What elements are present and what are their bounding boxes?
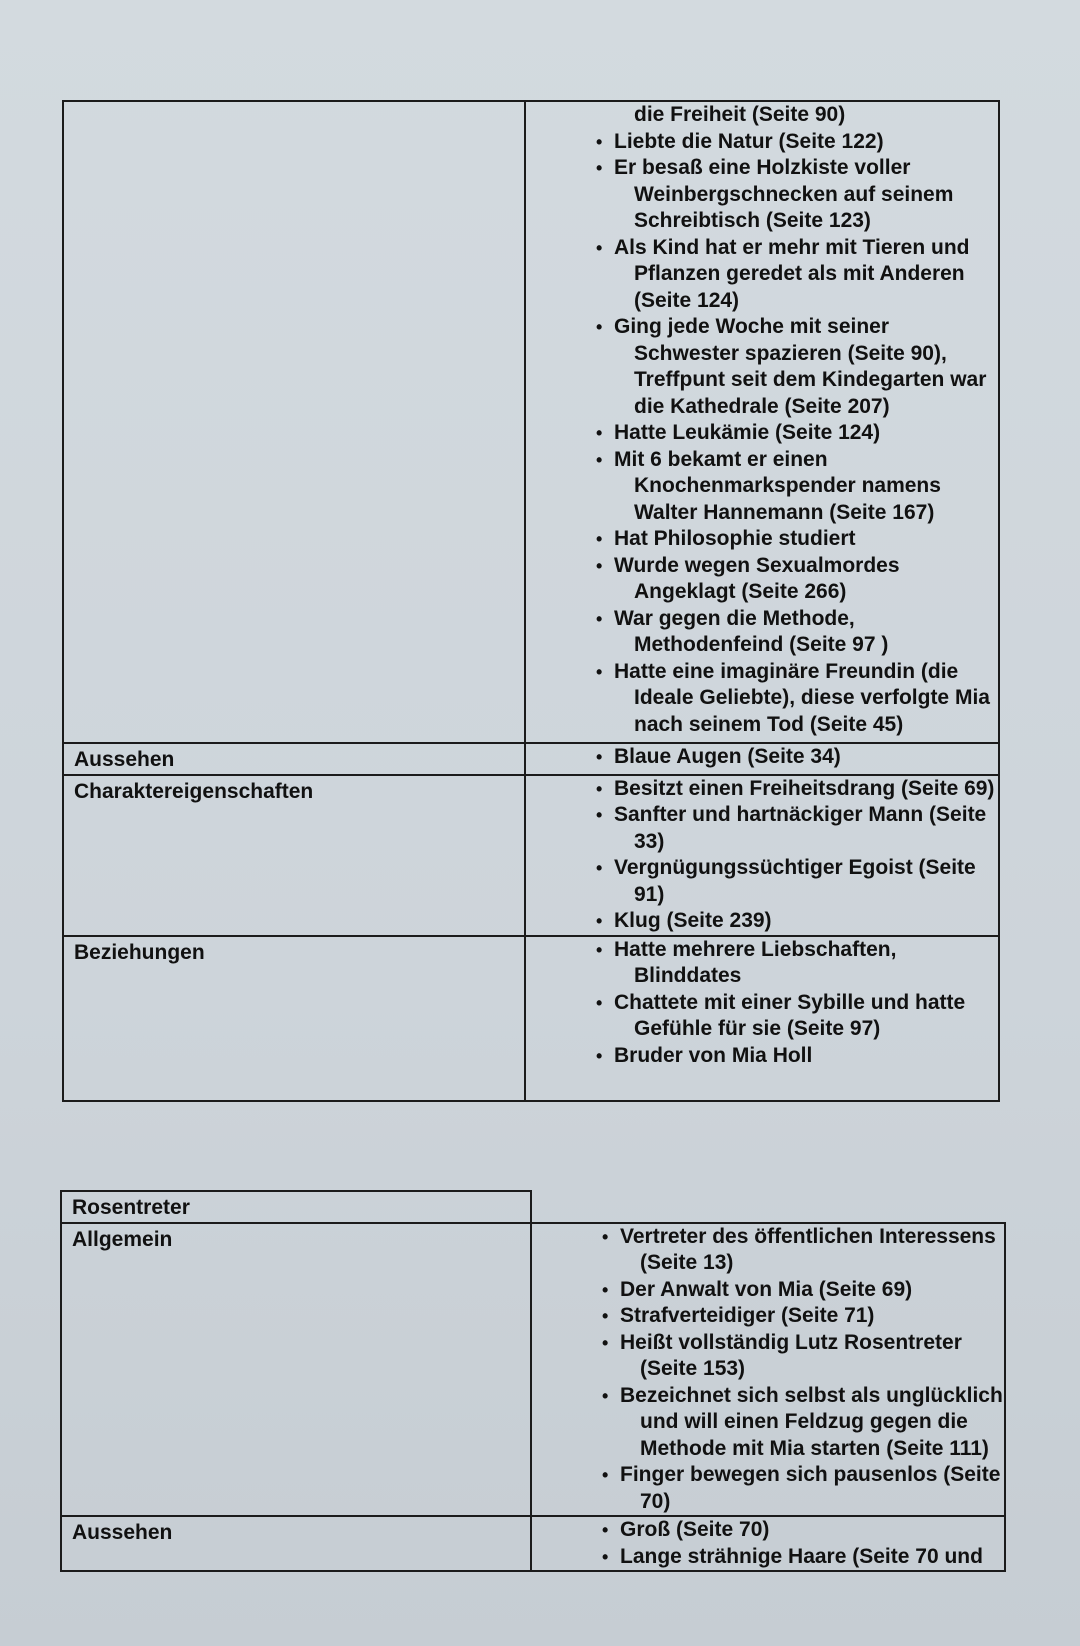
label-beziehungen: Beziehungen	[63, 936, 525, 1101]
label-allgemein: Allgemein	[61, 1223, 531, 1517]
list-item: • Heißt vollständig Lutz Rosentreter (Seite 153)	[582, 1330, 1004, 1383]
aussehen-cell	[525, 743, 999, 775]
list-item: • Groß (Seite 70)	[582, 1517, 1004, 1544]
character-table-continued	[62, 100, 1000, 1102]
allgemein-list	[532, 1224, 1004, 1516]
list-item: • Klug (Seite 239)	[576, 908, 998, 935]
list-item: • Hat Philosophie studiert	[576, 526, 998, 553]
label-charaktereigenschaften: Charaktereigenschaften	[63, 775, 525, 936]
list-item: • Mit 6 bekamt er einen Knochenmarkspender namens Walter Hannemann (Seite 167)	[576, 447, 998, 527]
beziehungen-list	[526, 937, 998, 1070]
list-item: • Ging jede Woche mit seiner Schwester spazieren (Seite 90), Treffpunt seit dem Kindegarten war die Kathedrale (Seite 207)	[576, 314, 998, 420]
list-item: • Strafverteidiger (Seite 71)	[582, 1303, 1004, 1330]
charakter-list	[526, 776, 998, 935]
empty-title-right	[531, 1191, 1005, 1223]
row-beziehungen	[63, 936, 999, 1101]
table-title-rosentreter: Rosentreter	[61, 1191, 531, 1223]
aussehen-list	[526, 744, 998, 771]
list-item: • Hatte eine imaginäre Freundin (die Ideale Geliebte), diese verfolgte Mia nach seinem Tod (Seite 45)	[576, 659, 998, 739]
label-aussehen-2: Aussehen	[61, 1516, 531, 1571]
list-item: • Sanfter und hartnäckiger Mann (Seite 33)	[576, 802, 998, 855]
list-item: • Vertreter des öffentlichen Interessens (Seite 13)	[582, 1224, 1004, 1277]
list-item: die Freiheit (Seite 90)	[634, 103, 846, 126]
list-item: • Blaue Augen (Seite 34)	[576, 744, 998, 771]
list-item: • Der Anwalt von Mia (Seite 69)	[582, 1277, 1004, 1304]
details-cell	[525, 101, 999, 743]
list-item: • Er besaß eine Holzkiste voller Weinbergschnecken auf seinem Schreibtisch (Seite 123)	[576, 155, 998, 235]
aussehen-list-2	[532, 1517, 1004, 1570]
row-allgemein-continued	[63, 101, 999, 743]
list-item: • Chattete mit einer Sybille und hatte Gefühle für sie (Seite 97)	[576, 990, 998, 1043]
list-item: • Finger bewegen sich pausenlos (Seite 70)	[582, 1462, 1004, 1515]
beziehungen-cell	[525, 936, 999, 1101]
list-item: • Hatte Leukämie (Seite 124)	[576, 420, 998, 447]
charakter-cell	[525, 775, 999, 936]
row-charakter	[63, 775, 999, 936]
list-item: • Hatte mehrere Liebschaften, Blinddates	[576, 937, 998, 990]
list-item: • Wurde wegen Sexualmordes Angeklagt (Seite 266)	[576, 553, 998, 606]
allgemein-cell	[531, 1223, 1005, 1517]
list-item: • Lange strähnige Haare (Seite 70 und	[582, 1544, 1004, 1571]
list-item: • Als Kind hat er mehr mit Tieren und Pflanzen geredet als mit Anderen (Seite 124)	[576, 235, 998, 315]
aussehen-cell-2	[531, 1516, 1005, 1571]
empty-label-cell	[63, 101, 525, 743]
row-allgemein	[61, 1223, 1005, 1517]
list-item: • War gegen die Methode, Methodenfeind (Seite 97 )	[576, 606, 998, 659]
list-item: • Liebte die Natur (Seite 122)	[576, 129, 998, 156]
row-aussehen-2	[61, 1516, 1005, 1571]
row-title	[61, 1191, 1005, 1223]
list-item: • Besitzt einen Freiheitsdrang (Seite 69)	[576, 776, 998, 803]
list-item: • Vergnügungssüchtiger Egoist (Seite 91)	[576, 855, 998, 908]
rosentreter-table	[60, 1190, 1006, 1572]
row-aussehen	[63, 743, 999, 775]
label-aussehen: Aussehen	[63, 743, 525, 775]
list-item: • Bezeichnet sich selbst als unglücklich und will einen Feldzug gegen die Methode mit Mia starten (Seite 111)	[582, 1383, 1004, 1463]
details-list	[526, 102, 998, 738]
list-item: • Bruder von Mia Holl	[576, 1043, 998, 1070]
